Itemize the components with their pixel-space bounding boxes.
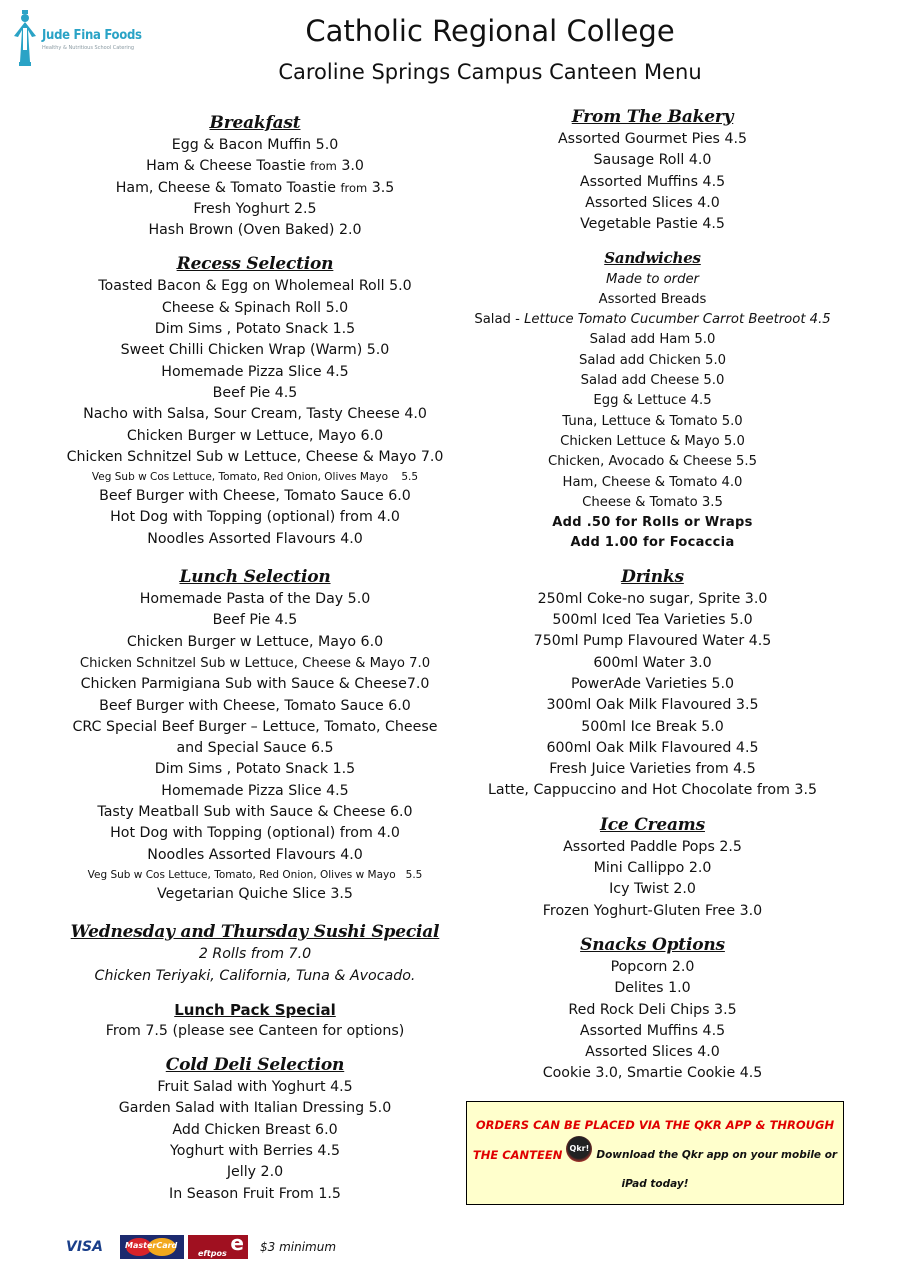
- menu-item: Yoghurt with Berries 4.5: [170, 1142, 340, 1159]
- menu-item: Latte, Cappuccino and Hot Chocolate from 3.5: [487, 782, 817, 799]
- menu-item: Assorted Muffins 4.5: [579, 173, 726, 190]
- brand-tagline: Healthy & Nutritious School Catering: [42, 45, 135, 51]
- menu-item: Chicken Burger w Lettuce, Mayo 6.0: [126, 633, 384, 650]
- menu-item: Cheese & Tomato 3.5: [582, 494, 723, 510]
- section-ice-creams: [460, 814, 845, 922]
- menu-item: Chicken Lettuce & Mayo 5.0: [560, 433, 745, 449]
- left-column: [55, 112, 455, 1205]
- menu-item: 250ml Coke-no sugar, Sprite 3.0: [537, 590, 768, 607]
- menu-item: Salad - Lettuce Tomato Cucumber Carrot Beetroot 4.5: [474, 312, 831, 328]
- sandwich-note: Assorted Breads: [598, 292, 707, 308]
- section-heading: Cold Deli Selection: [165, 1055, 345, 1076]
- menu-item: Assorted Paddle Pops 2.5: [563, 838, 742, 855]
- visa-logo-icon: VISA: [66, 1239, 103, 1255]
- section-heading: Drinks: [621, 566, 684, 587]
- menu-item: Beef Pie 4.5: [212, 384, 298, 401]
- menu-item: Ham, Cheese & Tomato Toastie from 3.5: [115, 179, 395, 196]
- sandwich-extra: Add .50 for Rolls or Wraps: [552, 515, 753, 531]
- menu-item: 500ml Iced Tea Varieties 5.0: [552, 612, 753, 629]
- menu-item: Chicken Teriyaki, California, Tuna & Avocado.: [94, 967, 416, 984]
- section-heading: Sandwiches: [604, 249, 701, 268]
- menu-item: and Special Sauce 6.5: [176, 740, 334, 757]
- menu-item: Garden Salad with Italian Dressing 5.0: [118, 1100, 392, 1117]
- menu-item: Cheese & Spinach Roll 5.0: [161, 299, 349, 316]
- menu-item: 750ml Pump Flavoured Water 4.5: [533, 633, 772, 650]
- menu-item: Fruit Salad with Yoghurt 4.5: [157, 1079, 353, 1096]
- menu-item: Salad add Ham 5.0: [589, 332, 716, 348]
- section-drinks: [460, 566, 845, 802]
- mastercard-logo-icon: MasterCard: [120, 1235, 184, 1259]
- menu-item: Chicken Burger w Lettuce, Mayo 6.0: [126, 427, 384, 444]
- menu-item: Beef Burger with Cheese, Tomato Sauce 6.0: [99, 488, 411, 505]
- eftpos-logo-icon: e eftpos: [188, 1235, 248, 1259]
- menu-item: Dim Sims , Potato Snack 1.5: [154, 321, 356, 338]
- menu-item: Ham, Cheese & Tomato 4.0: [562, 474, 743, 490]
- section-heading: From The Bakery: [571, 107, 734, 127]
- section-heading: Wednesday and Thursday Sushi Special: [70, 922, 440, 943]
- menu-item: Assorted Gourmet Pies 4.5: [557, 131, 748, 147]
- section-heading: Breakfast: [209, 113, 301, 133]
- minimum-spend-note: $3 minimum: [260, 1240, 337, 1254]
- menu-item: Veg Sub w Cos Lettuce, Tomato, Red Onion, Olives Mayo 5.5: [91, 471, 419, 484]
- menu-item: Hot Dog with Topping (optional) from 4.0: [110, 509, 400, 526]
- section-sushi-special: [55, 921, 455, 987]
- section-heading: Snacks Options: [580, 934, 725, 955]
- section-heading: Lunch Pack Special: [174, 1000, 336, 1019]
- section-recess: [55, 253, 455, 550]
- sandwich-note: Made to order: [606, 272, 699, 288]
- qkr-order-notice: [466, 1101, 844, 1205]
- menu-item: 600ml Water 3.0: [593, 654, 712, 671]
- menu-item: Beef Pie 4.5: [212, 612, 298, 629]
- menu-item: Hot Dog with Topping (optional) from 4.0: [110, 825, 400, 842]
- menu-item: Chicken Schnitzel Sub w Lettuce, Cheese & Mayo 7.0: [79, 655, 431, 671]
- menu-item: Tuna, Lettuce & Tomato 5.0: [562, 413, 743, 429]
- menu-item: Popcorn 2.0: [610, 958, 695, 975]
- order-notice-line: THE CANTEEN Qkr! Download the Qkr app on your mobile or: [467, 1142, 843, 1168]
- menu-item: Cookie 3.0, Smartie Cookie 4.5: [542, 1065, 763, 1082]
- section-sandwiches: [460, 247, 845, 553]
- payment-methods: [66, 1231, 337, 1260]
- menu-item: In Season Fruit From 1.5: [169, 1185, 341, 1202]
- order-notice-line: ORDERS CAN BE PLACED VIA THE QKR APP & THROUGH: [475, 1118, 835, 1132]
- menu-item: Sausage Roll 4.0: [593, 152, 712, 169]
- right-column: [460, 106, 845, 1085]
- menu-item: Nacho with Salsa, Sour Cream, Tasty Cheese 4.0: [83, 406, 427, 423]
- menu-item: Delites 1.0: [614, 980, 691, 997]
- menu-item: Vegetarian Quiche Slice 3.5: [157, 885, 353, 902]
- section-bakery: [460, 106, 845, 235]
- menu-item: Beef Burger with Cheese, Tomato Sauce 6.0: [99, 697, 411, 714]
- menu-item: Assorted Slices 4.0: [585, 194, 720, 211]
- menu-item: Jelly 2.0: [226, 1164, 284, 1181]
- menu-item: Egg & Lettuce 4.5: [593, 393, 712, 409]
- brand-name: Jude Fina Foods: [42, 28, 142, 43]
- section-lunch-pack: [55, 999, 455, 1042]
- menu-item: 600ml Oak Milk Flavoured 4.5: [546, 739, 759, 756]
- menu-item: Fresh Juice Varieties from 4.5: [549, 761, 756, 778]
- menu-item: CRC Special Beef Burger – Lettuce, Tomato, Cheese: [72, 718, 438, 735]
- section-heading: Lunch Selection: [179, 567, 331, 588]
- menu-item: Frozen Yoghurt-Gluten Free 3.0: [542, 902, 763, 919]
- menu-item: Vegetable Pastie 4.5: [580, 216, 725, 233]
- qkr-app-icon: Qkr!: [566, 1136, 592, 1162]
- menu-item: Assorted Slices 4.0: [585, 1044, 720, 1061]
- menu-item: From 7.5 (please see Canteen for options): [105, 1022, 405, 1039]
- menu-item: Chicken Parmigiana Sub with Sauce & Cheese7.0: [80, 676, 430, 693]
- section-heading: Recess Selection: [176, 254, 334, 275]
- menu-item: Ham & Cheese Toastie from 3.0: [146, 158, 364, 175]
- section-cold-deli: [55, 1054, 455, 1205]
- sandwich-extra: Add 1.00 for Focaccia: [570, 535, 735, 551]
- menu-item: Dim Sims , Potato Snack 1.5: [154, 761, 356, 778]
- menu-item: 2 Rolls from 7.0: [198, 946, 312, 963]
- section-snacks: [460, 934, 845, 1085]
- menu-item: Hash Brown (Oven Baked) 2.0: [148, 222, 362, 239]
- menu-item: Veg Sub w Cos Lettuce, Tomato, Red Onion, Olives w Mayo 5.5: [87, 868, 423, 881]
- menu-item: Icy Twist 2.0: [609, 881, 696, 898]
- menu-item: Salad add Cheese 5.0: [580, 373, 725, 389]
- section-heading: Ice Creams: [600, 814, 705, 835]
- menu-item: Salad add Chicken 5.0: [578, 352, 727, 368]
- section-lunch: [55, 566, 455, 905]
- menu-item: Add Chicken Breast 6.0: [172, 1121, 338, 1138]
- menu-item: Assorted Muffins 4.5: [579, 1022, 726, 1039]
- menu-item: 300ml Oak Milk Flavoured 3.5: [546, 697, 759, 714]
- menu-item: Homemade Pasta of the Day 5.0: [139, 591, 371, 608]
- page-title: Catholic Regional College: [305, 14, 675, 48]
- menu-item: Sweet Chilli Chicken Wrap (Warm) 5.0: [120, 342, 390, 359]
- menu-item: Noodles Assorted Flavours 4.0: [147, 530, 363, 547]
- menu-item: Chicken, Avocado & Cheese 5.5: [547, 454, 757, 470]
- menu-item: Toasted Bacon & Egg on Wholemeal Roll 5.0: [98, 278, 412, 295]
- menu-item: Noodles Assorted Flavours 4.0: [147, 846, 363, 863]
- page-subtitle: Caroline Springs Campus Canteen Menu: [278, 60, 702, 84]
- menu-item: Homemade Pizza Slice 4.5: [161, 363, 349, 380]
- menu-item: Egg & Bacon Muffin 5.0: [171, 137, 339, 153]
- menu-item: PowerAde Varieties 5.0: [570, 675, 735, 692]
- menu-item: Red Rock Deli Chips 3.5: [568, 1001, 737, 1018]
- order-notice-line: iPad today!: [621, 1178, 689, 1190]
- menu-item: Homemade Pizza Slice 4.5: [161, 782, 349, 799]
- menu-item: Fresh Yoghurt 2.5: [193, 200, 317, 217]
- menu-item: Mini Callippo 2.0: [593, 860, 712, 877]
- menu-item: Chicken Schnitzel Sub w Lettuce, Cheese & Mayo 7.0: [66, 448, 444, 465]
- menu-item: 500ml Ice Break 5.0: [581, 718, 724, 735]
- section-breakfast: [55, 112, 455, 241]
- menu-item: Tasty Meatball Sub with Sauce & Cheese 6.0: [97, 804, 413, 821]
